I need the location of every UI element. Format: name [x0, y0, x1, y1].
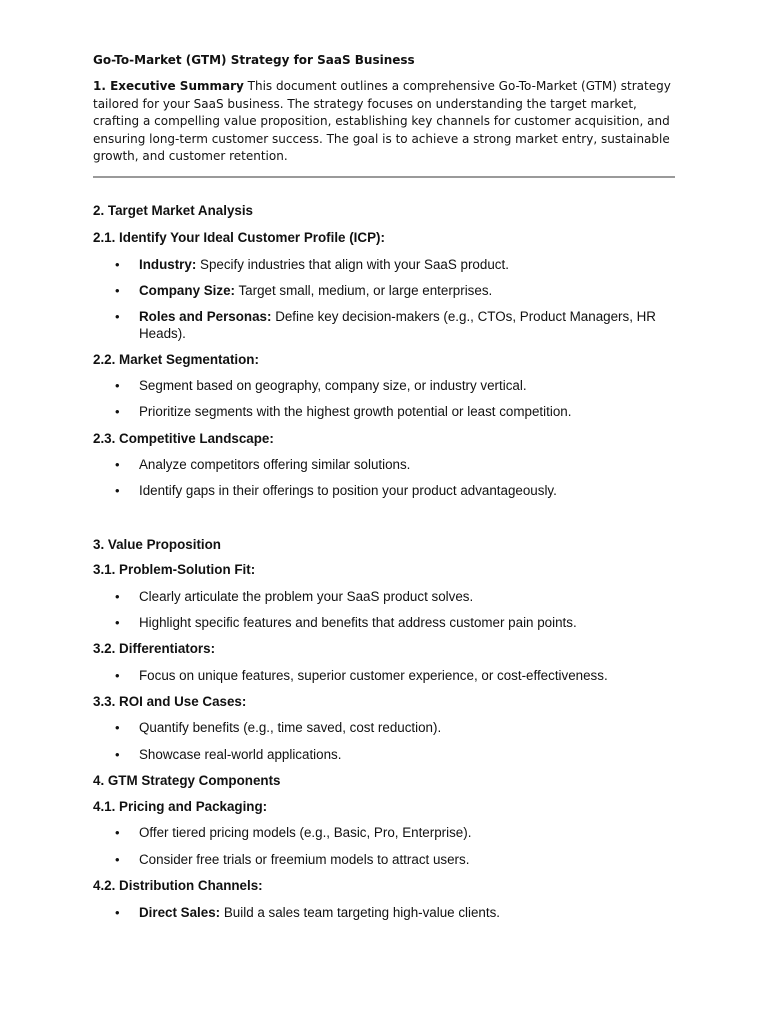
bullet-icon: •	[115, 905, 120, 920]
list-item-text: Build a sales team targeting high-value clients.	[220, 905, 501, 920]
list-item	[115, 457, 665, 474]
list-item-text: Offer tiered pricing models (e.g., Basic, Pro, Enterprise).	[139, 825, 472, 840]
list-item-text: Target small, medium, or large enterprises.	[234, 283, 493, 298]
document-title: Go-To-Market (GTM) Strategy for SaaS Business	[93, 53, 415, 67]
list-item-text: Focus on unique features, superior customer experience, or cost-effectiveness.	[139, 668, 608, 683]
list-item-text: Clearly articulate the problem your SaaS product solves.	[139, 589, 474, 604]
subsection-heading-roi: 3.3. ROI and Use Cases:	[93, 694, 247, 709]
bullet-icon: •	[115, 668, 120, 683]
executive-summary-text: This document outlines a comprehensive Go-To-Market (GTM) strategy tailored for your SaaS business. The strategy focuses on understanding the target market, crafting a compelling value proposition, establishing key channels for customer acquisition, and ensuring long-term customer success. The goal is to achieve a strong market entry, sustainable growth, and customer retention.	[93, 79, 671, 164]
list-item	[115, 283, 665, 300]
list-item	[115, 483, 665, 500]
bullet-icon: •	[115, 283, 120, 298]
bullet-icon: •	[115, 309, 120, 324]
list-item-text: Prioritize segments with the highest growth potential or least competition.	[139, 404, 572, 419]
bullet-icon: •	[115, 720, 120, 735]
subsection-heading-differentiators: 3.2. Differentiators:	[93, 641, 216, 656]
section-heading-value-proposition: 3. Value Proposition	[93, 537, 221, 552]
list-item-text: Specify industries that align with your SaaS product.	[196, 257, 509, 272]
list-item	[115, 404, 665, 421]
list-item	[115, 720, 665, 737]
executive-summary	[93, 78, 675, 166]
list-item	[115, 668, 665, 685]
horizontal-divider	[93, 176, 675, 178]
subsection-heading-problem-solution: 3.1. Problem-Solution Fit:	[93, 562, 256, 577]
list-item-text: Identify gaps in their offerings to position your product advantageously.	[139, 483, 557, 498]
subsection-heading-competitive: 2.3. Competitive Landscape:	[93, 431, 274, 446]
bullet-icon: •	[115, 457, 120, 472]
section-heading-target-market: 2. Target Market Analysis	[93, 203, 254, 218]
list-item	[115, 825, 665, 842]
subsection-heading-pricing: 4.1. Pricing and Packaging:	[93, 799, 268, 814]
list-item-label: Company Size:	[139, 283, 235, 298]
bullet-icon: •	[115, 483, 120, 498]
list-item-text: Quantify benefits (e.g., time saved, cost reduction).	[139, 720, 442, 735]
list-item-label: Direct Sales:	[139, 905, 221, 920]
bullet-icon: •	[115, 747, 120, 762]
list-item-text: Analyze competitors offering similar solutions.	[139, 457, 411, 472]
bullet-icon: •	[115, 852, 120, 867]
list-item	[115, 589, 665, 606]
list-item	[115, 852, 665, 869]
bullet-icon: •	[115, 404, 120, 419]
list-item-text: Showcase real-world applications.	[139, 747, 342, 762]
bullet-icon: •	[115, 825, 120, 840]
subsection-heading-icp: 2.1. Identify Your Ideal Customer Profile (ICP):	[93, 230, 385, 245]
list-item-text: Define key decision-makers (e.g., CTOs, Product Managers, HR Heads).	[139, 309, 656, 341]
bullet-icon: •	[115, 615, 120, 630]
list-item-text: Consider free trials or freemium models to attract users.	[139, 852, 470, 867]
executive-summary-label: 1. Executive Summary	[93, 79, 244, 93]
list-item-text: Highlight specific features and benefits that address customer pain points.	[139, 615, 577, 630]
list-item	[115, 257, 665, 274]
list-item	[115, 615, 665, 632]
list-item	[115, 309, 665, 342]
bullet-icon: •	[115, 257, 120, 272]
bullet-icon: •	[115, 589, 120, 604]
list-item	[115, 905, 665, 922]
section-heading-gtm-components: 4. GTM Strategy Components	[93, 773, 281, 788]
list-item-text: Segment based on geography, company size, or industry vertical.	[139, 378, 527, 393]
list-item	[115, 747, 665, 764]
subsection-heading-distribution: 4.2. Distribution Channels:	[93, 878, 263, 893]
list-item-label: Industry:	[139, 257, 197, 272]
bullet-icon: •	[115, 378, 120, 393]
list-item-label: Roles and Personas:	[139, 309, 272, 324]
list-item	[115, 378, 665, 395]
subsection-heading-segmentation: 2.2. Market Segmentation:	[93, 352, 259, 367]
